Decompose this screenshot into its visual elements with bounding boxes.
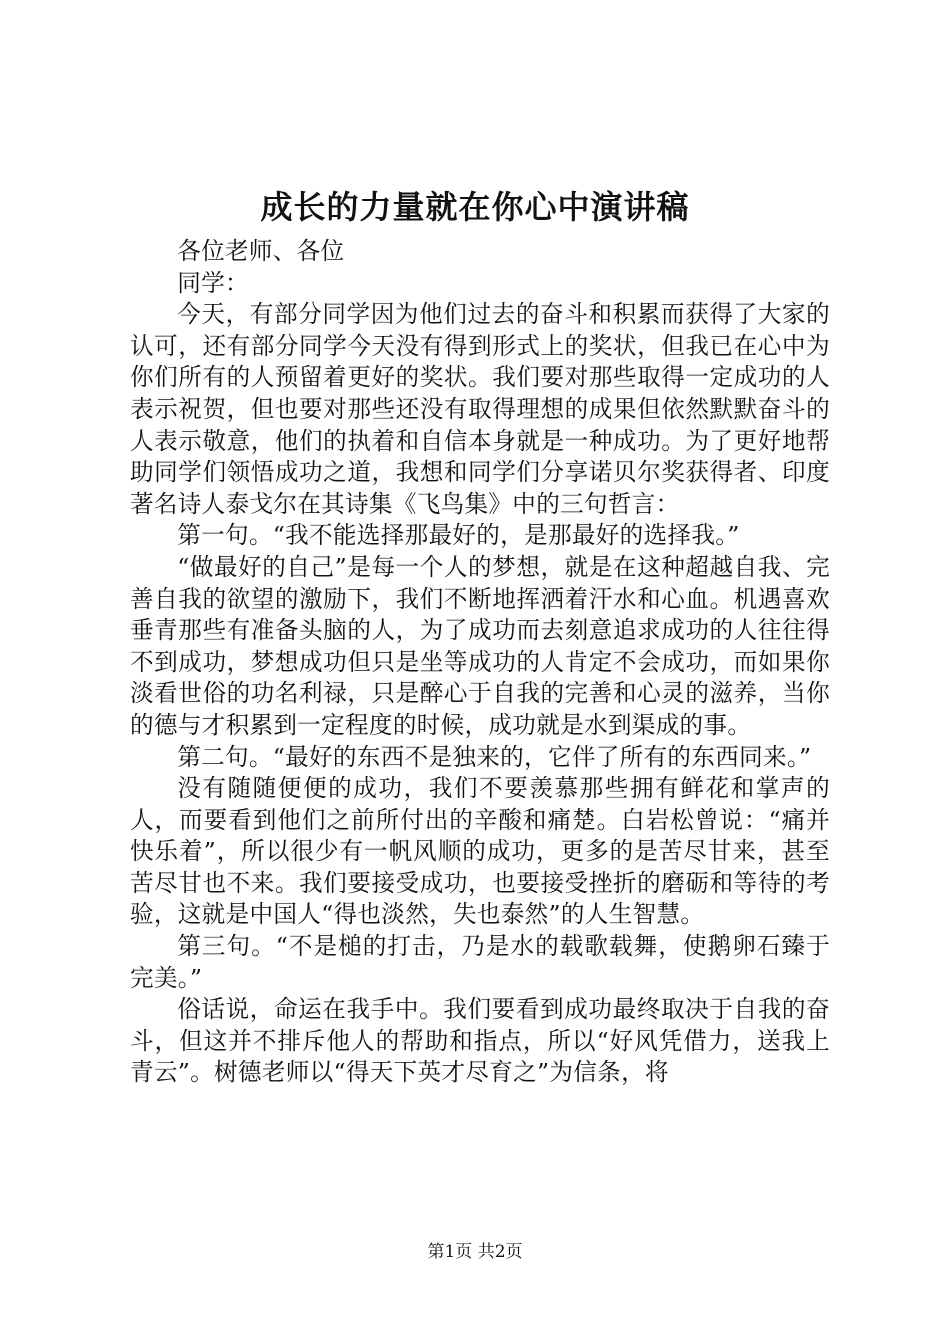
paragraph-quote-2: 第二句。“最好的东西不是独来的，它伴了所有的东西同来。” xyxy=(177,742,812,771)
paragraph-explanation-1: “做最好的自己”是每一个人的梦想，就是在这种超越自我、完善自我的欲望的激励下，我们不断地挥洒着汗水和心血。机遇喜欢垂青那些有准备头脑的人，为了成功而去刻意追求成功的人往往得不到成功，梦想成功但只是坐等成功的人肯定不会成功，而如果你淡看世俗的功名利禄，只是醉心于自我的完善和心灵的滋养，当你的德与才积累到一定程度的时候，成功就是水到渠成的事。 xyxy=(130,552,830,739)
page-footer: 第1页 共2页 xyxy=(427,1242,523,1262)
document-body xyxy=(130,236,830,1089)
paragraph-quote-3: 第三句。“不是槌的打击，乃是水的载歌载舞，使鹅卵石臻于完美。” xyxy=(130,932,830,992)
paragraph-explanation-3: 俗话说，命运在我手中。我们要看到成功最终取决于自我的奋斗，但这并不排斥他人的帮助和指点，所以“好风凭借力，送我上青云”。树德老师以“得天下英才尽育之”为信条，将 xyxy=(130,995,830,1087)
paragraph-intro: 今天，有部分同学因为他们过去的奋斗和积累而获得了大家的认可，还有部分同学今天没有得到形式上的奖状，但我已在心中为你们所有的人预留着更好的奖状。我们要对那些取得一定成功的人表示祝贺，但也要对那些还没有取得理想的成果但依然默默奋斗的人表示敬意，他们的执着和自信本身就是一种成功。为了更好地帮助同学们领悟成功之道，我想和同学们分享诺贝尔奖获得者、印度著名诗人泰戈尔在其诗集《飞鸟集》中的三句哲言： xyxy=(130,300,830,518)
document-title: 成长的力量就在你心中演讲稿 xyxy=(260,188,690,226)
salutation-line-1: 各位老师、各位 xyxy=(177,237,345,265)
paragraph-quote-1: 第一句。“我不能选择那最好的，是那最好的选择我。” xyxy=(177,521,740,550)
salutation-line-2: 同学： xyxy=(177,268,249,297)
paragraph-explanation-2: 没有随随便便的成功，我们不要羡慕那些拥有鲜花和掌声的人，而要看到他们之前所付出的辛酸和痛楚。白岩松曾说：“痛并快乐着”，所以很少有一帆风顺的成功，更多的是苦尽甘来，甚至苦尽甘也不来。我们要接受成功，也要接受挫折的磨砺和等待的考验，这就是中国人“得也淡然，失也泰然”的人生智慧。 xyxy=(130,774,830,929)
